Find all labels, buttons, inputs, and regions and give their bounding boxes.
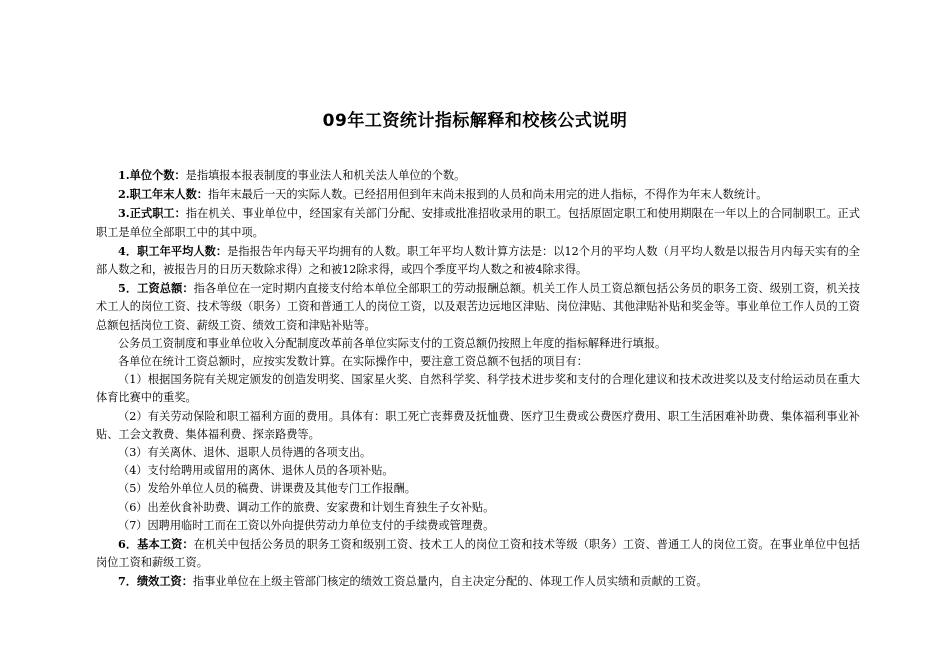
section-heading: 2.职工年末人数： xyxy=(118,187,208,202)
paragraph-exclusions-intro: 各单位在统计工资总额时，应按实发数计算。在实际操作中，要注意工资总额不包括的项目有： xyxy=(118,355,588,369)
section-text: 指事业单位在上级主管部门核定的绩效工资总量内，自主决定分配的、体现工作人员实绩和贡献的工资。 xyxy=(192,575,708,589)
document-title: 09年工资统计指标解释和校核公式说明 xyxy=(322,111,628,131)
exclusion-item: （6）出差伙食补助费、调动工作的旅费、安家费和计划生育独生子女补贴。 xyxy=(118,500,495,514)
section-unit-count xyxy=(96,166,860,185)
section-avg-staff xyxy=(96,242,860,279)
section-total-wages xyxy=(96,279,860,335)
document-body xyxy=(96,166,860,592)
section-basic-wage xyxy=(96,535,860,572)
section-heading: 3.正式职工： xyxy=(118,206,186,221)
section-heading: 7．绩效工资： xyxy=(118,574,193,589)
exclusion-item: （4）支付给聘用或留用的离休、退休人员的各项补贴。 xyxy=(118,464,394,478)
section-heading: 1.单位个数： xyxy=(118,168,186,182)
exclusion-item: （7）因聘用临时工而在工资以外向提供劳动力单位支付的手续费或管理费。 xyxy=(118,518,495,532)
exclusion-item: （1）根据国务院有关规定颁发的创造发明奖、国家星火奖、自然科学奖、科学技术进步奖和支付的合理化建议和技术改进奖以及支付给运动员在重大体育比赛中的重奖。 xyxy=(96,373,860,405)
section-heading: 5．工资总额： xyxy=(118,281,194,296)
exclusion-item: （3）有关离休、退休、退职人员待遇的各项支出。 xyxy=(118,446,372,460)
section-text: 指年末最后一天的实际人数。已经招用但到年末尚未报到的人员和尚未用完的进人指标，不得作为年末人数统计。 xyxy=(208,188,768,202)
exclusion-item: （2）有关劳动保险和职工福利方面的费用。具体有：职工死亡丧葬费及抚恤费、医疗卫生费或公费医疗费用、职工生活困难补助费、集体福利事业补贴、工会文教费、集体福利费、探亲路费等。 xyxy=(96,409,860,441)
section-text: 指在机关、事业单位中，经国家有关部门分配、安排或批准招收录用的职工。包括原固定职工和使用期限在一年以上的合同制职工。正式职工是单位全部职工中的其中项。 xyxy=(96,207,860,239)
exclusion-item: （5）发给外单位人员的稿费、讲课费及其他专门工作报酬。 xyxy=(118,482,416,496)
section-heading: 4．职工年平均人数： xyxy=(118,243,228,258)
section-text: 指各单位在一定时期内直接支付给本单位全部职工的劳动报酬总额。机关工作人员工资总额包括公务员的职务工资、级别工资，机关技术工人的岗位工资、技术等级（职务）工资和普通工人的岗位工资，以及艰苦边远地区津贴、岗位津贴、其他津贴补贴和奖金等。事业单位工作人员的工资总额包括岗位工资、薪级工资、绩效工资和津贴补贴等。 xyxy=(96,282,860,332)
section-performance-wage xyxy=(96,572,860,591)
section-heading: 6．基本工资： xyxy=(118,537,194,552)
section-formal-staff xyxy=(96,204,860,241)
section-text: 是指报告年内每天平均拥有的人数。职工年平均人数计算方法是：以12个月的平均人数（月平均人数是以报告月内每天实有的全部人数之和，被报告月的日历天数除求得）之和被12除求得，或四个季度平均人数之和被4除求得。 xyxy=(96,244,860,277)
section-text: 在机关中包括公务员的职务工资和级别工资、技术工人的岗位工资和技术等级（职务）工资、普通工人的岗位工资。在事业单位中包括岗位工资和薪级工资。 xyxy=(96,538,860,570)
section-yearend-staff xyxy=(96,185,860,204)
section-text: 是指填报本报表制度的事业法人和机关法人单位的个数。 xyxy=(185,169,466,182)
paragraph-reform-note: 公务员工资制度和事业单位收入分配制度改革前各单位实际支付的工资总额仍按照上年度的指标解释进行填报。 xyxy=(118,336,667,350)
